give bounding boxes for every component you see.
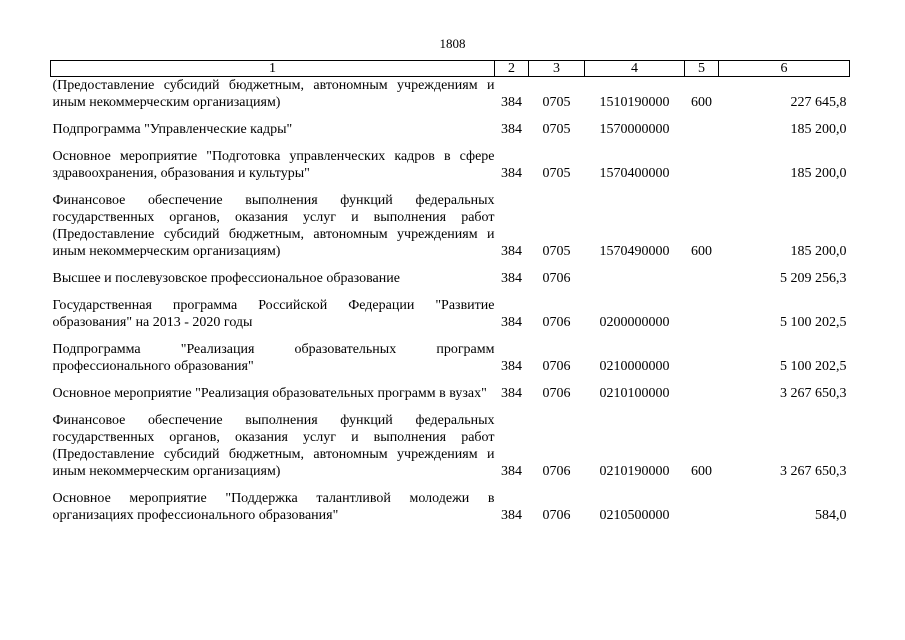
row-expense-type: 600: [691, 464, 712, 479]
row-ministry-code: 384: [501, 166, 522, 181]
table-row: [51, 375, 850, 402]
table-row: [51, 182, 850, 260]
budget-table: [50, 60, 850, 524]
row-expense-type: [685, 287, 719, 331]
row-section-code: 0706: [542, 271, 571, 286]
row-description: Основное мероприятие "Поддержка талантливой молодежи в организациях профессионального образования": [52, 491, 495, 523]
row-amount: 5 209 256,3: [780, 271, 847, 286]
row-section-code: 0706: [542, 315, 571, 330]
column-header-6: 6: [719, 61, 850, 77]
row-target-article: [585, 260, 685, 287]
row-expense-type: [685, 138, 719, 182]
row-amount: 227 645,8: [790, 95, 847, 110]
row-expense-type: [685, 375, 719, 402]
row-section-code: 0705: [542, 95, 571, 110]
row-target-article: 0210500000: [599, 508, 670, 523]
row-expense-type: [685, 331, 719, 375]
row-ministry-code: 384: [501, 386, 522, 401]
row-target-article: 1570490000: [599, 244, 670, 259]
row-section-code: 0706: [542, 359, 571, 374]
row-section-code: 0705: [542, 166, 571, 181]
column-header-2: 2: [495, 61, 529, 77]
row-amount: 5 100 202,5: [780, 315, 847, 330]
row-description: Основное мероприятие "Реализация образовательных программ в вузах": [52, 386, 487, 401]
row-section-code: 0705: [542, 244, 571, 259]
column-header-3: 3: [529, 61, 585, 77]
row-ministry-code: 384: [501, 122, 522, 137]
row-expense-type: [685, 111, 719, 138]
row-description: Подпрограмма "Управленческие кадры": [52, 122, 293, 137]
row-section-code: 0706: [542, 464, 571, 479]
row-expense-type: [685, 480, 719, 524]
row-expense-type: 600: [691, 244, 712, 259]
row-target-article: 0210000000: [599, 359, 670, 374]
row-expense-type: [685, 260, 719, 287]
table-row: [51, 111, 850, 138]
table-row: [51, 77, 850, 112]
row-description: Подпрограмма "Реализация образовательных программ профессионального образования": [52, 342, 495, 374]
row-amount: 584,0: [815, 508, 847, 523]
row-ministry-code: 384: [501, 464, 522, 479]
row-description: Финансовое обеспечение выполнения функций федеральных государственных органов, оказания услуг и выполнения работ (Предоставление субсидий бюджетным, автономным учреждениям и иным некоммерческим организациям): [52, 413, 495, 479]
column-number-header-row: [51, 61, 850, 77]
row-description: Высшее и послевузовское профессиональное образование: [52, 271, 400, 286]
row-description: (Предоставление субсидий бюджетным, автономным учреждениям и иным некоммерческим организациям): [52, 78, 495, 110]
row-target-article: 1570000000: [599, 122, 670, 137]
row-section-code: 0706: [542, 386, 571, 401]
table-row: [51, 331, 850, 375]
row-target-article: 0210190000: [599, 464, 670, 479]
row-amount: 5 100 202,5: [780, 359, 847, 374]
row-expense-type: 600: [691, 95, 712, 110]
row-ministry-code: 384: [501, 271, 522, 286]
column-header-4: 4: [585, 61, 685, 77]
row-target-article: 1570400000: [599, 166, 670, 181]
row-target-article: 0210100000: [599, 386, 670, 401]
row-amount: 185 200,0: [790, 122, 847, 137]
row-target-article: 1510190000: [599, 95, 670, 110]
row-amount: 3 267 650,3: [780, 464, 847, 479]
row-ministry-code: 384: [501, 315, 522, 330]
table-row: [51, 138, 850, 182]
row-section-code: 0706: [542, 508, 571, 523]
row-description: Государственная программа Российской Федерации "Развитие образования" на 2013 - 2020 годы: [52, 298, 495, 330]
row-ministry-code: 384: [501, 95, 522, 110]
row-section-code: 0705: [542, 122, 571, 137]
row-ministry-code: 384: [501, 359, 522, 374]
row-amount: 185 200,0: [790, 166, 847, 181]
row-ministry-code: 384: [501, 244, 522, 259]
page-number: 1808: [439, 36, 466, 51]
table-row: [51, 287, 850, 331]
row-description: Основное мероприятие "Подготовка управленческих кадров в сфере здравоохранения, образования и культуры": [52, 149, 495, 181]
table-row: [51, 480, 850, 524]
row-description: Финансовое обеспечение выполнения функций федеральных государственных органов, оказания услуг и выполнения работ (Предоставление субсидий бюджетным, автономным учреждениям и иным некоммерческим организациям): [52, 193, 495, 259]
column-header-1: 1: [51, 61, 495, 77]
table-row: [51, 260, 850, 287]
row-amount: 185 200,0: [790, 244, 847, 259]
row-amount: 3 267 650,3: [780, 386, 847, 401]
column-header-5: 5: [685, 61, 719, 77]
table-row: [51, 402, 850, 480]
row-target-article: 0200000000: [599, 315, 670, 330]
row-ministry-code: 384: [501, 508, 522, 523]
